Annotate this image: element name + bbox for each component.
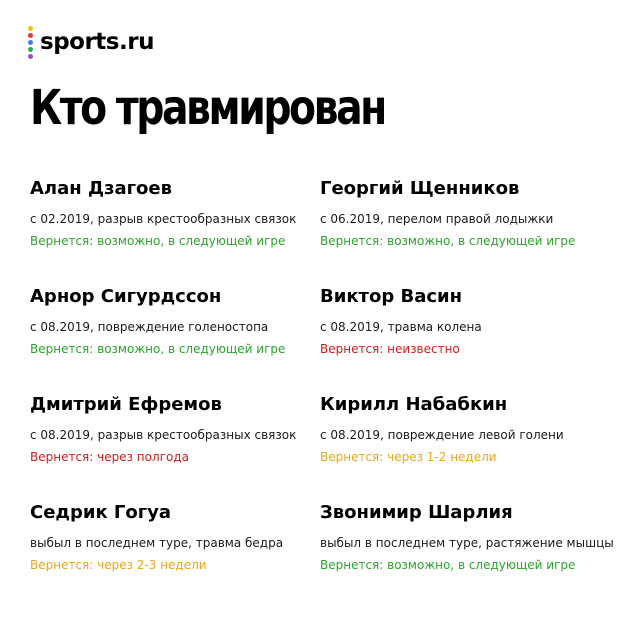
player-name: Звонимир Шарлия: [320, 502, 513, 523]
player-card: [30, 176, 320, 284]
return-status: Вернется: неизвестно: [320, 342, 460, 356]
return-status: Вернется: возможно, в следующей игре: [320, 558, 576, 572]
injury-description: с 08.2019, повреждение левой голени: [320, 428, 564, 442]
return-status: Вернется: возможно, в следующей игре: [30, 234, 286, 248]
player-name: Алан Дзагоев: [30, 178, 172, 199]
player-name: Седрик Гогуа: [30, 502, 172, 523]
injury-description: с 02.2019, разрыв крестообразных связок: [30, 212, 297, 226]
player-card: [320, 392, 610, 500]
player-card: [30, 284, 320, 392]
player-card: [30, 392, 320, 500]
injured-players-grid: [30, 176, 620, 608]
page-title: Кто травмирован: [30, 80, 385, 136]
injury-description: выбыл в последнем туре, травма бедра: [30, 536, 284, 550]
logo-dot: [28, 33, 33, 38]
player-name: Виктор Васин: [320, 286, 463, 307]
player-name: Арнор Сигурдссон: [30, 286, 222, 307]
logo-dot: [28, 26, 33, 31]
logo-text: sports.ru: [40, 29, 154, 55]
injury-description: с 08.2019, повреждение голеностопа: [30, 320, 269, 334]
player-card: [320, 284, 610, 392]
injury-description: с 06.2019, перелом правой лодыжки: [320, 212, 554, 226]
logo-dots-icon: [28, 26, 36, 59]
return-status: Вернется: возможно, в следующей игре: [320, 234, 576, 248]
logo-dot: [28, 40, 33, 45]
player-name: Дмитрий Ефремов: [30, 394, 222, 415]
injury-description: с 08.2019, разрыв крестообразных связок: [30, 428, 297, 442]
logo-dot: [28, 47, 33, 52]
injury-description: выбыл в последнем туре, растяжение мышцы: [320, 536, 614, 550]
logo-dot: [28, 54, 33, 59]
return-status: Вернется: возможно, в следующей игре: [30, 342, 286, 356]
sports-ru-logo: [28, 24, 154, 60]
player-card: [30, 500, 320, 608]
return-status: Вернется: через 1-2 недели: [320, 450, 497, 464]
return-status: Вернется: через полгода: [30, 450, 189, 464]
player-name: Кирилл Набабкин: [320, 394, 508, 415]
injury-description: с 08.2019, травма колена: [320, 320, 482, 334]
player-name: Георгий Щенников: [320, 178, 520, 199]
player-card: [320, 176, 610, 284]
player-card: [320, 500, 614, 608]
return-status: Вернется: через 2-3 недели: [30, 558, 207, 572]
